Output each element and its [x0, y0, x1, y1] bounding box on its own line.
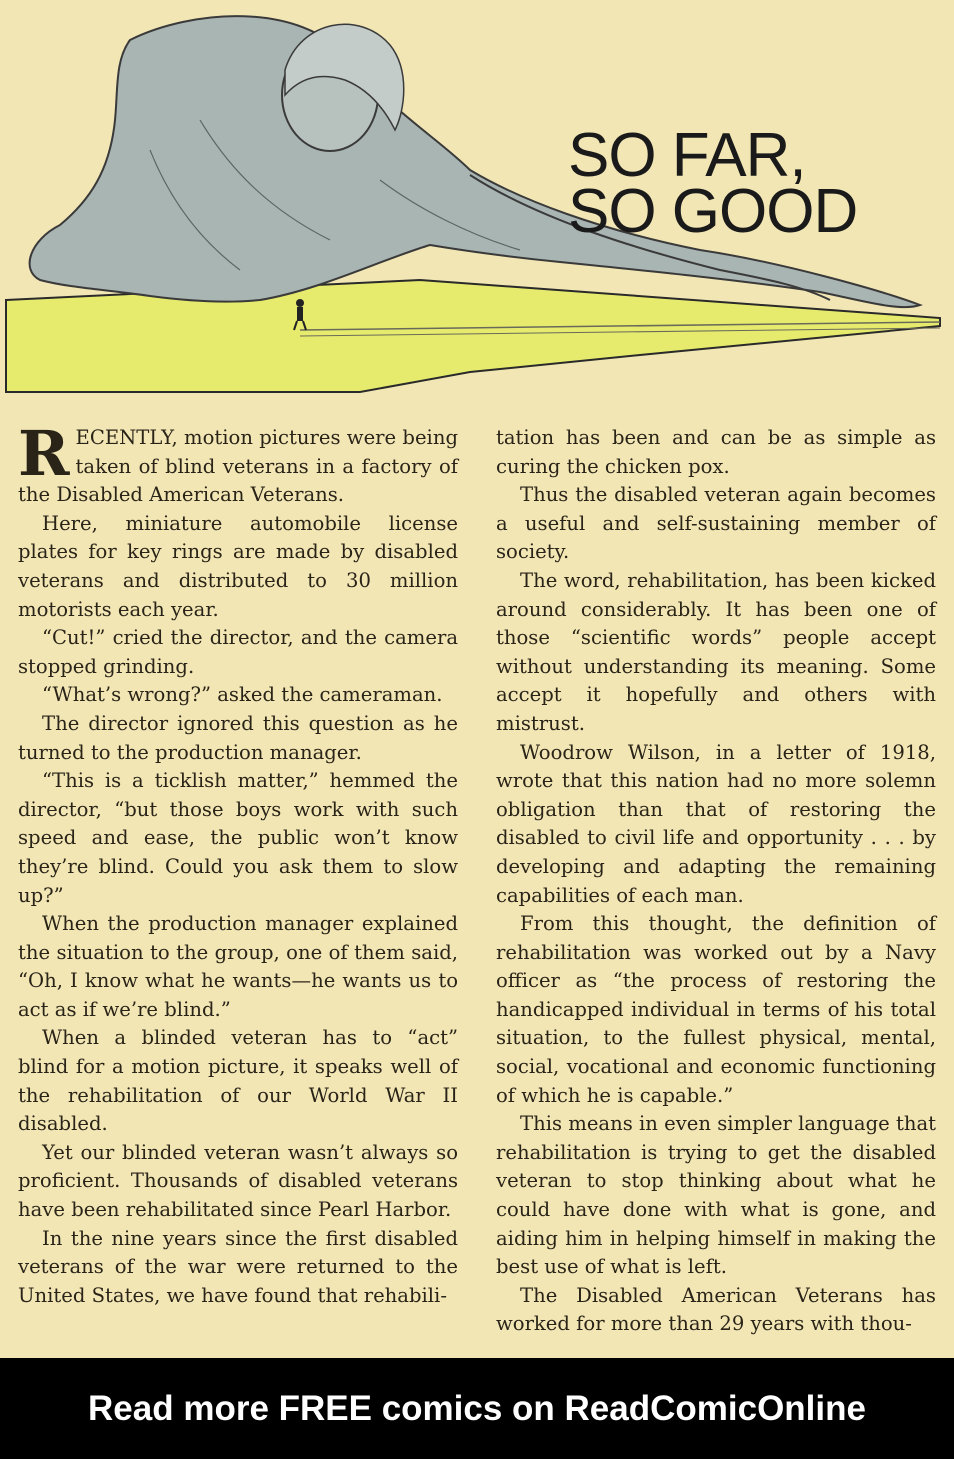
article-paragraph: In the nine years since the first disabled veterans of the war were returned to the United States, we have found that rehabili- [18, 1226, 458, 1307]
article-paragraph: tation has been and can be as simple as curing the chicken pox. [496, 426, 936, 478]
article-paragraph: This means in even simpler language that rehabilitation is trying to get the disabled veteran to stop thinking about what he could have done with what is gone, and aiding him in helping himself in making the best use of what is left. [496, 1112, 936, 1279]
article-paragraph: Here, miniature automobile license plates for key rings are made by disabled veterans and distributed to 30 million motorists each year. [18, 511, 458, 621]
ground-plane [6, 280, 940, 392]
article-paragraph: The Disabled American Veterans has worked for more than 29 years with thou- [496, 1283, 936, 1336]
article-column-right [496, 424, 936, 1339]
article-paragraph: When the production manager explained the situation to the group, one of them said, “Oh, I know what he wants—he wants us to act as if we’re blind.” [18, 912, 458, 1021]
drop-cap: R [18, 417, 70, 490]
article-paragraph: From this thought, the definition of rehabilitation was worked out by a Navy officer as “the process of restoring the handicapped individual in terms of his total situation, to the fullest physical, mental, social, vocational and economic functioning of which he is capable.” [496, 912, 936, 1107]
article-column-left [18, 417, 458, 1310]
article-paragraph: Woodrow Wilson, in a letter of 1918, wrote that this nation had no more solemn obligation than that of restoring the disabled to civil life and opportunity . . . by developing and adapting the remaining capabilities of each man. [496, 740, 936, 907]
article-paragraph: RECENTLY, motion pictures were being taken of blind veterans in a factory of the Disabled American Veterans. [18, 417, 458, 507]
page-title: SO FAR, SO GOOD [568, 121, 858, 246]
article-paragraph: “This is a ticklish matter,” hemmed the director, “but those boys work with such speed and ease, the public won’t know they’re blind. Could you ask them to slow up?” [18, 769, 458, 907]
promo-banner[interactable]: Read more FREE comics on ReadComicOnline [0, 1358, 954, 1459]
article-paragraph: “What’s wrong?” asked the cameraman. [42, 683, 443, 707]
article-paragraph: “Cut!” cried the director, and the camera stopped grinding. [18, 626, 458, 678]
article-paragraph: The director ignored this question as he turned to the production manager. [18, 711, 458, 764]
article-paragraph: Thus the disabled veteran again becomes a useful and self-sustaining member of society. [496, 483, 936, 564]
article-paragraph: When a blinded veteran has to “act” blind for a motion picture, it speaks well of the rehabilitation of our World War II disabled. [18, 1026, 458, 1136]
article-paragraph: Yet our blinded veteran wasn’t always so proficient. Thousands of disabled veterans have been rehabilitated since Pearl Harbor. [18, 1140, 458, 1222]
article-paragraph: The word, rehabilitation, has been kicked around considerably. It has been one of those “scientific words” people accept without understanding its meaning. Some accept it hopefully and others with mistrust. [496, 568, 936, 735]
